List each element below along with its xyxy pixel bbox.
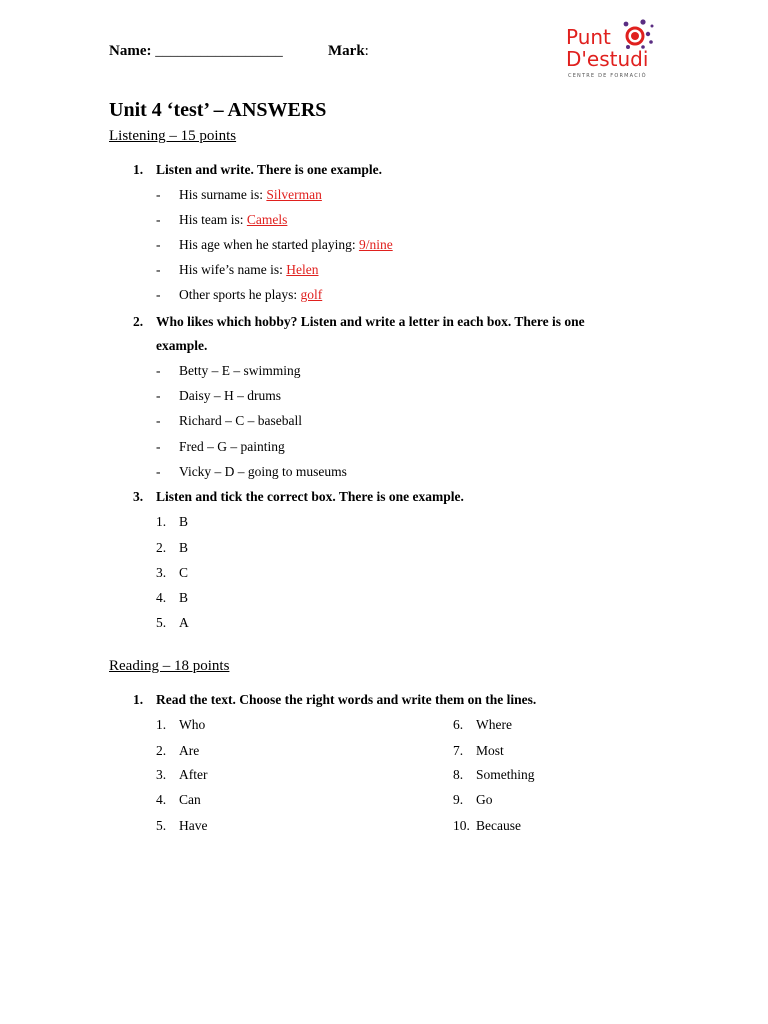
name-label: Name: _________________ (109, 43, 283, 59)
listening-q1: 1. Listen and write. There is one example. (133, 162, 382, 177)
list-item: 1. Who (156, 717, 206, 732)
list-item: His team is: Camels (179, 212, 288, 227)
list-item: 3. After (156, 767, 208, 782)
answer: Helen (286, 262, 319, 277)
answer: Camels (246, 212, 288, 227)
answer: golf (300, 287, 323, 302)
list-item: Richard – C – baseball (179, 413, 302, 428)
punt-destudi-logo (565, 14, 675, 84)
list-item: Other sports he plays: golf (179, 287, 323, 302)
list-item: His wife’s name is: Helen (179, 262, 319, 277)
list-dash: - (156, 363, 161, 378)
page-title: Unit 4 ‘test’ – ANSWERS (109, 99, 327, 121)
list-dash: - (156, 464, 161, 479)
list-item: 9. Go (453, 792, 493, 807)
list-dash: - (156, 388, 161, 403)
listening-q2-cont: example. (156, 338, 208, 353)
list-dash: - (156, 439, 161, 454)
reading-heading: Reading – 18 points (109, 658, 230, 674)
list-item: 2. B (156, 540, 189, 555)
list-item: 3. C (156, 565, 189, 580)
list-dash: - (156, 287, 161, 302)
list-item: Fred – G – painting (179, 439, 285, 454)
logo-mark (565, 14, 675, 84)
answer: 9/nine (358, 237, 393, 252)
list-item: 4. Can (156, 792, 201, 807)
list-dash: - (156, 187, 161, 202)
list-dash: - (156, 262, 161, 277)
list-item: 8. Something (453, 767, 535, 782)
list-item: 6. Where (453, 717, 512, 732)
list-item: Betty – E – swimming (179, 363, 301, 378)
list-dash: - (156, 212, 161, 227)
logo-line2: D'estudi (566, 47, 649, 71)
list-item: 7. Most (453, 743, 504, 758)
listening-q3: 3. Listen and tick the correct box. There is one example. (133, 489, 464, 504)
list-dash: - (156, 237, 161, 252)
list-item: 2. Are (156, 743, 200, 758)
list-item: His age when he started playing: 9/nine (179, 237, 393, 252)
list-item: 10. Because (453, 818, 521, 833)
name-blank: _________________ (155, 43, 283, 59)
list-item: Daisy – H – drums (179, 388, 281, 403)
list-item: 5. Have (156, 818, 208, 833)
mark-label: Mark: (328, 43, 369, 59)
list-item: His surname is: Silverman (179, 187, 322, 202)
listening-q2: 2. Who likes which hobby? Listen and write a letter in each box. There is one (133, 314, 585, 329)
list-item: 5. A (156, 615, 189, 630)
listening-heading: Listening – 15 points (109, 128, 237, 144)
logo-line1: Punt (566, 25, 611, 49)
reading-q1: 1. Read the text. Choose the right words and write them on the lines. (133, 692, 537, 707)
list-dash: - (156, 413, 161, 428)
answer: Silverman (266, 187, 322, 202)
logo-tagline: CENTRE DE FORMACIÓ (568, 73, 647, 79)
list-item: 4. B (156, 590, 189, 605)
list-item: Vicky – D – going to museums (179, 464, 347, 479)
list-item: 1. B (156, 514, 189, 529)
